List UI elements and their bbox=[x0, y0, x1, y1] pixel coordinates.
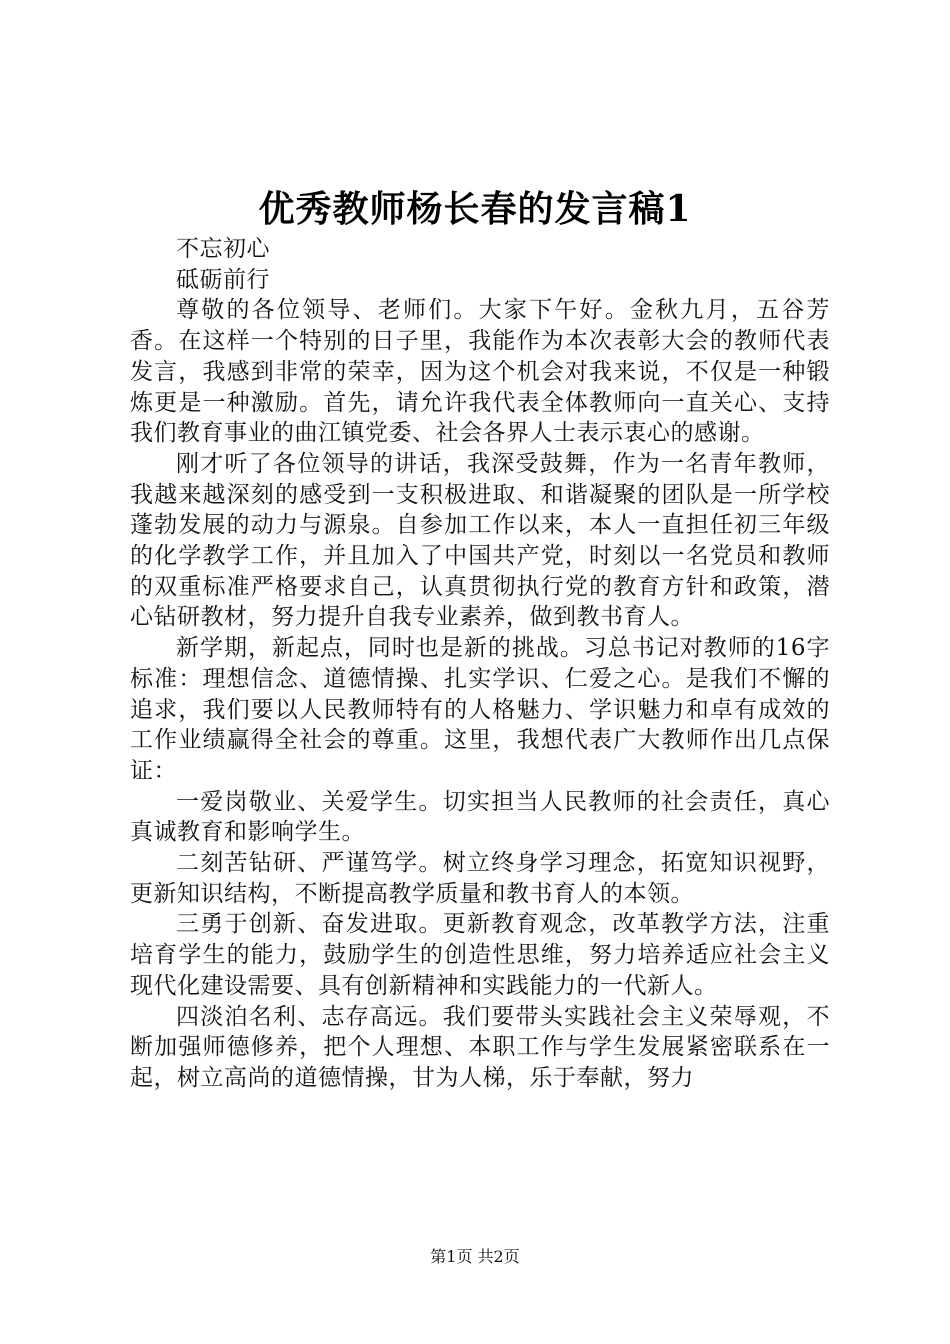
body-paragraph: 三勇于创新、奋发进取。更新教育观念，改革教学方法，注重培育学生的能力，鼓励学生的创造性思维，努力培养适应社会主义现代化建设需要、具有创新精神和实践能力的一代新人。 bbox=[130, 911, 830, 999]
document-title: 优秀教师杨长春的发言稿1 bbox=[258, 188, 692, 230]
body-paragraph: 砥砺前行 bbox=[176, 266, 270, 293]
document-body bbox=[130, 234, 830, 1094]
body-paragraph: 不忘初心 bbox=[176, 236, 270, 262]
body-paragraph: 一爱岗敬业、关爱学生。切实担当人民教师的社会责任，真心真诚教育和影响学生。 bbox=[130, 788, 830, 846]
body-paragraph: 新学期，新起点，同时也是新的挑战。习总书记对教师的16字标准：理想信念、道德情操、扎实学识、仁爱之心。是我们不懈的追求，我们要以人民教师特有的人格魅力、学识魅力和卓有成效的工作业绩赢得全社会的尊重。这里，我想代表广大教师作出几点保证： bbox=[130, 635, 830, 784]
body-paragraph: 四淡泊名利、志存高远。我们要带头实践社会主义荣辱观，不断加强师德修养，把个人理想、本职工作与学生发展紧密联系在一起，树立高尚的道德情操，甘为人梯，乐于奉献，努力 bbox=[130, 1003, 830, 1091]
body-paragraph: 二刻苦钻研、严谨笃学。树立终身学习理念，拓宽知识视野，更新知识结构，不断提高教学质量和教书育人的本领。 bbox=[130, 850, 830, 907]
body-paragraph: 刚才听了各位领导的讲话，我深受鼓舞，作为一名青年教师，我越来越深刻的感受到一支积极进取、和谐凝聚的团队是一所学校蓬勃发展的动力与源泉。自参加工作以来，本人一直担任初三年级的化学教学工作，并且加入了中国共产党，时刻以一名党员和教师的双重标准严格要求自己，认真贯彻执行党的教育方针和政策，潜心钻研教材，努力提升自我专业素养，做到教书育人。 bbox=[130, 450, 830, 631]
body-paragraph: 尊敬的各位领导、老师们。大家下午好。金秋九月，五谷芳香。在这样一个特别的日子里，我能作为本次表彰大会的教师代表发言，我感到非常的荣幸，因为这个机会对我来说，不仅是一种锻炼更是一种激励。首先，请允许我代表全体教师向一直关心、支持我们教育事业的曲江镇党委、社会各界人士表示衷心的感谢。 bbox=[130, 297, 830, 447]
page-number-footer: 第1页 共2页 bbox=[430, 1247, 520, 1266]
